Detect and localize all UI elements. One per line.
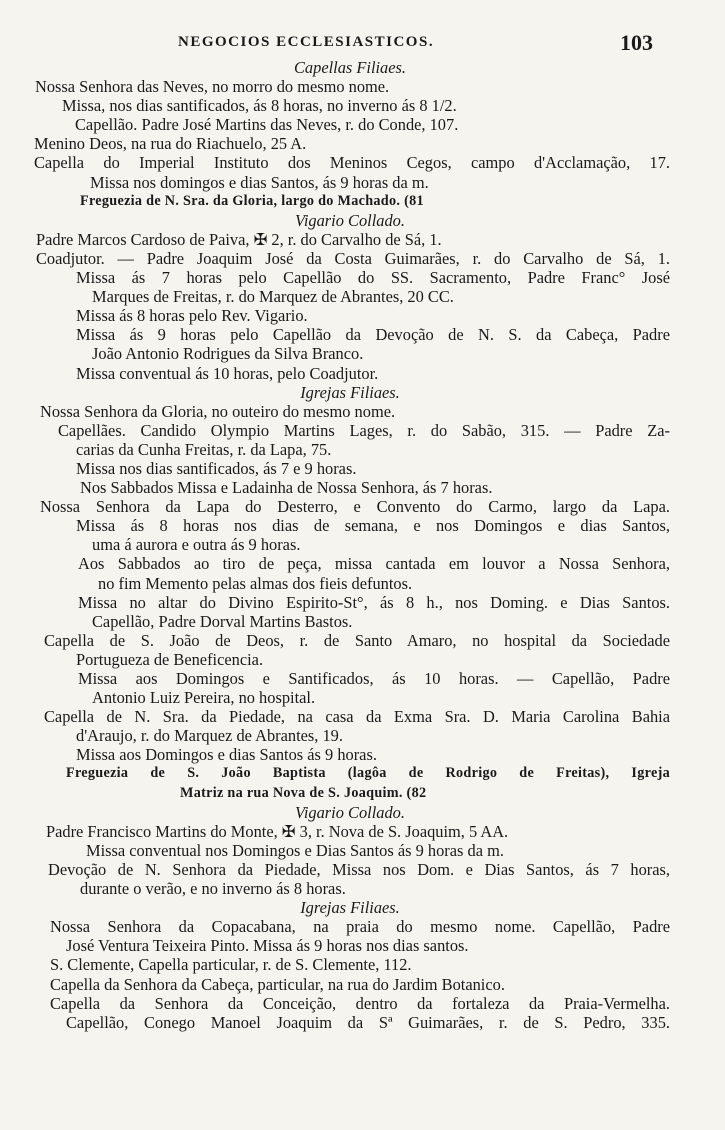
text-line: Nossa Senhora da Gloria, no outeiro do mesmo nome. [40, 401, 396, 421]
text-line: Missa ás 7 horas pelo Capellão do SS. Sacramento, Padre Franc° José [76, 268, 670, 288]
text-line: Capellão. Padre José Martins das Neves, r. do Conde, 107. [75, 115, 459, 135]
text-line: Capella de N. Sra. da Piedade, na casa da Exma Sra. D. Maria Carolina Bahia [44, 707, 670, 727]
text-line: Capella do Imperial Instituto dos Meninos Cegos, campo d'Acclamação, 17. [34, 153, 670, 173]
text-line: Padre Marcos Cardoso de Paiva, ✠ 2, r. do Carvalho de Sá, 1. [36, 229, 442, 249]
text-line: Portugueza de Beneficencia. [76, 649, 264, 669]
text-line: João Antonio Rodrigues da Silva Branco. [92, 344, 364, 364]
page-body [30, 58, 670, 1032]
text-line: durante o verão, e no inverno ás 8 horas. [80, 879, 346, 899]
text-line: Missa conventual nos Domingos e Dias Santos ás 9 horas da m. [86, 840, 504, 860]
text-line: Nos Sabbados Missa e Ladainha de Nossa Senhora, ás 7 horas. [80, 478, 493, 498]
text-line: Aos Sabbados ao tiro de peça, missa cantada em louvor a Nossa Senhora, [78, 554, 670, 574]
page-header [0, 30, 725, 58]
text-line: Capella da Senhora da Conceição, dentro da fortaleza da Praia-Vermelha. [50, 993, 670, 1013]
text-line: Nossa Senhora das Neves, no morro do mesmo nome. [35, 77, 390, 97]
text-line: Missa nos domingos e dias Santos, ás 9 horas da m. [90, 172, 429, 192]
text-line: Missa aos Domingos e dias Santos ás 9 horas. [76, 745, 377, 765]
section-heading-line: Freguezia de S. João Baptista (lagôa de Rodrigo de Freitas), Igreja [66, 765, 670, 782]
subheading-line: Capellas Filiaes. [294, 58, 406, 77]
text-line: Missa ás 9 horas pelo Capellão da Devoção de N. S. da Cabeça, Padre [76, 325, 670, 345]
text-line: Missa ás 8 horas pelo Rev. Vigario. [76, 306, 308, 326]
section-heading-line: Freguezia de N. Sra. da Gloria, largo do Machado. (81 [80, 192, 424, 209]
text-line: Capella de S. João de Deos, r. de Santo Amaro, no hospital da Sociedade [44, 630, 670, 650]
text-line: Capellães. Candido Olympio Martins Lages, r. do Sabão, 315. — Padre Za- [58, 420, 670, 440]
text-line: Missa nos dias santificados, ás 7 e 9 horas. [76, 458, 357, 478]
section-heading-line: Matriz na rua Nova de S. Joaquim. (82 [180, 784, 427, 801]
text-line: Capellão, Padre Dorval Martins Bastos. [92, 611, 353, 631]
text-line: José Ventura Teixeira Pinto. Missa ás 9 horas nos dias santos. [66, 936, 469, 956]
text-line: S. Clemente, Capella particular, r. de S. Clemente, 112. [50, 955, 412, 975]
text-line: no fim Memento pelas almas dos fieis defuntos. [98, 573, 413, 593]
text-line: uma á aurora e outra ás 9 horas. [92, 535, 301, 555]
text-line: Coadjutor. — Padre Joaquim José da Costa Guimarães, r. do Carvalho de Sá, 1. [36, 248, 670, 268]
text-line: Marques de Freitas, r. do Marquez de Abrantes, 20 CC. [92, 287, 454, 307]
text-line: carias da Cunha Freitas, r. da Lapa, 75. [76, 439, 332, 459]
subheading-line: Vigario Collado. [295, 210, 405, 230]
subheading-line: Igrejas Filiaes. [300, 898, 400, 918]
text-line: Nossa Senhora da Lapa do Desterro, e Convento do Carmo, largo da Lapa. [40, 497, 670, 517]
text-line: Missa conventual ás 10 horas, pelo Coadjutor. [76, 363, 379, 383]
text-line: Capella da Senhora da Cabeça, particular, na rua do Jardim Botanico. [50, 974, 505, 994]
text-line: Missa, nos dias santificados, ás 8 horas, no inverno ás 8 1/2. [62, 96, 457, 116]
subheading-line: Igrejas Filiaes. [300, 382, 400, 402]
page-number: 103 [620, 30, 653, 55]
text-line: Antonio Luiz Pereira, no hospital. [92, 688, 316, 708]
text-line: Capellão, Conego Manoel Joaquim da Sª Guimarães, r. de S. Pedro, 335. [66, 1012, 670, 1032]
subheading-line: Vigario Collado. [295, 802, 405, 822]
running-title: NEGOCIOS ECCLESIASTICOS. [178, 34, 435, 50]
text-line: Missa no altar do Divino Espirito-St°, ás 8 h., nos Doming. e Dias Santos. [78, 592, 670, 612]
text-line: Devoção de N. Senhora da Piedade, Missa nos Dom. e Dias Santos, ás 7 horas, [48, 859, 670, 879]
text-line: Missa aos Domingos e Santificados, ás 10 horas. — Capellão, Padre [78, 669, 670, 688]
text-line: Padre Francisco Martins do Monte, ✠ 3, r. Nova de S. Joaquim, 5 AA. [46, 821, 509, 841]
text-line: Menino Deos, na rua do Riachuelo, 25 A. [34, 134, 307, 154]
text-line: Missa ás 8 horas nos dias de semana, e nos Domingos e dias Santos, [76, 516, 670, 536]
text-line: d'Araujo, r. do Marquez de Abrantes, 19. [76, 726, 343, 746]
text-line: Nossa Senhora da Copacabana, na praia do mesmo nome. Capellão, Padre [50, 917, 670, 937]
